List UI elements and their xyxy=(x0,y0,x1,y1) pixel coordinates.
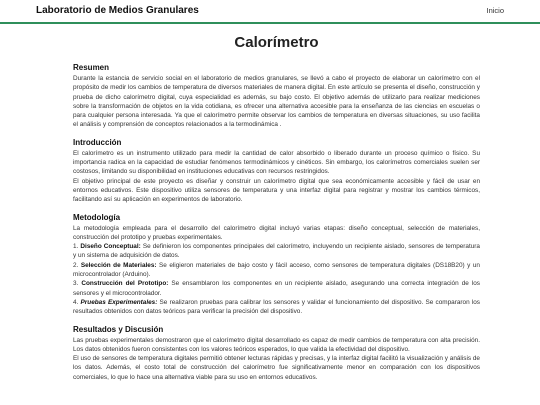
section-heading-resumen: Resumen xyxy=(73,63,110,72)
introduccion-paragraph-2: El objetivo principal de este proyecto es diseñar y construir un calorímetro digital que sea económicamente accesible y fácil de usar en entornos educativos. Este dispositivo utiliza sensores de temperatura y una interfaz digital para registrar y mostrar los cambios térmicos, facilitando así su aplicación en experimentos de laboratorio. xyxy=(73,177,480,204)
step-text: Se eligieron materiales de bajo costo y fácil acceso, como sensores de temperatura digitales (DS18B20) y un microcontrolador (Arduino). xyxy=(73,261,480,279)
article-content xyxy=(73,30,480,382)
step-text: Se ensamblaron los componentes en un recipiente aislado, asegurando una correcta integración de los sensores y el microcontrolador. xyxy=(73,280,480,297)
step-number: 2. xyxy=(73,261,81,269)
metodologia-step-3 xyxy=(73,279,480,298)
section-heading-introduccion: Introducción xyxy=(73,137,122,147)
section-heading-metodologia: Metodología xyxy=(73,212,121,222)
section-introduccion xyxy=(73,138,480,205)
metodologia-step-1 xyxy=(73,242,480,261)
resultados-paragraph-2: El uso de sensores de temperatura digitales permitió obtener lecturas rápidas y precisas, y la interfaz digital facilitó la visualización y análisis de los datos. Además, el costo total de construcción del calorímetro fue significativamente menor en comparación con los dispositivos comerciales, lo que lo hace una alternativa viable para su uso en entornos educativos. xyxy=(73,355,480,381)
step-number: 3. xyxy=(73,280,82,288)
nav-link-inicio[interactable]: Inicio xyxy=(486,6,504,15)
resultados-paragraph-1: Las pruebas experimentales demostraron que el calorímetro digital desarrollado es capaz de medir cambios de temperatura con alta precisión. Los datos obtenidos fueron consistentes con los valores teóricos esperados, lo que valida la efectividad del dispositivo. xyxy=(73,336,480,353)
step-title: Selección de Materiales: xyxy=(80,261,157,269)
introduccion-paragraph-1: El calorímetro es un instrumento utilizado para medir la cantidad de calor absorbido o liberado durante un proceso químico o físico. Su importancia radica en la capacidad de estudiar fenómenos termodinámicos y cinéticos. Sin embargo, los calorímetros comerciales suelen ser costosos, limitando su disponibilidad en instituciones educativas con recursos restringidos. xyxy=(73,149,480,176)
site-brand[interactable]: Laboratorio de Medios Granulares xyxy=(36,5,199,16)
metodologia-step-4 xyxy=(73,298,480,317)
resumen-paragraph: Durante la estancia de servicio social en el laboratorio de medios granulares, se llevó a cabo el proyecto de elaborar un calorímetro con el propósito de medir los cambios de temperatura de diversos materiales de manera digital. En este artículo se presenta el diseño, construcción y prueba de dicho calorímetro digital, cuya especialidad es además, su bajo costo. El objetivo además de utilizarlo para realizar mediciones sobre la transformación de objetos en la vida cotidiana, es ofrecer una alternativa accesible para la enseñanza de las ciencias en escuelas o para cualquier persona interesada. Ya que el calorímetro permite observar los cambios de temperatura en diversas situaciones, su uso facilita el análisis y comprensión de conceptos relacionados a la termodinámica . xyxy=(73,75,480,129)
page-title: Calorímetro xyxy=(234,34,319,51)
section-resultados xyxy=(73,325,480,382)
step-text: Se realizaron pruebas para calibrar los sensores y validar el funcionamiento del dispositivo. Se compararon los resultados obtenidos con datos teóricos para verificar la precisión del dispositivo. xyxy=(73,298,480,316)
metodologia-steps xyxy=(73,242,480,316)
metodologia-step-2 xyxy=(73,261,480,280)
top-navbar xyxy=(0,0,540,24)
section-resumen xyxy=(73,63,480,130)
section-heading-resultados: Resultados y Discusión xyxy=(73,324,164,334)
metodologia-intro: La metodología empleada para el desarrollo del calorímetro digital incluyó varias etapas: diseño conceptual, selección de materiales, construcción del prototipo y pruebas experimentales. xyxy=(73,224,480,241)
step-number: 4. xyxy=(73,298,81,306)
step-title: Diseño Conceptual: xyxy=(80,243,141,251)
section-metodologia xyxy=(73,213,480,317)
step-number: 1. xyxy=(73,243,81,251)
step-title: Construcción del Prototipo: xyxy=(81,280,169,288)
step-text: Se definieron los componentes principales del calorímetro, incluyendo un recipiente aislado, sensores de temperatura y un sistema de adquisición de datos. xyxy=(73,243,480,260)
step-title: Pruebas Experimentales: xyxy=(80,298,158,306)
